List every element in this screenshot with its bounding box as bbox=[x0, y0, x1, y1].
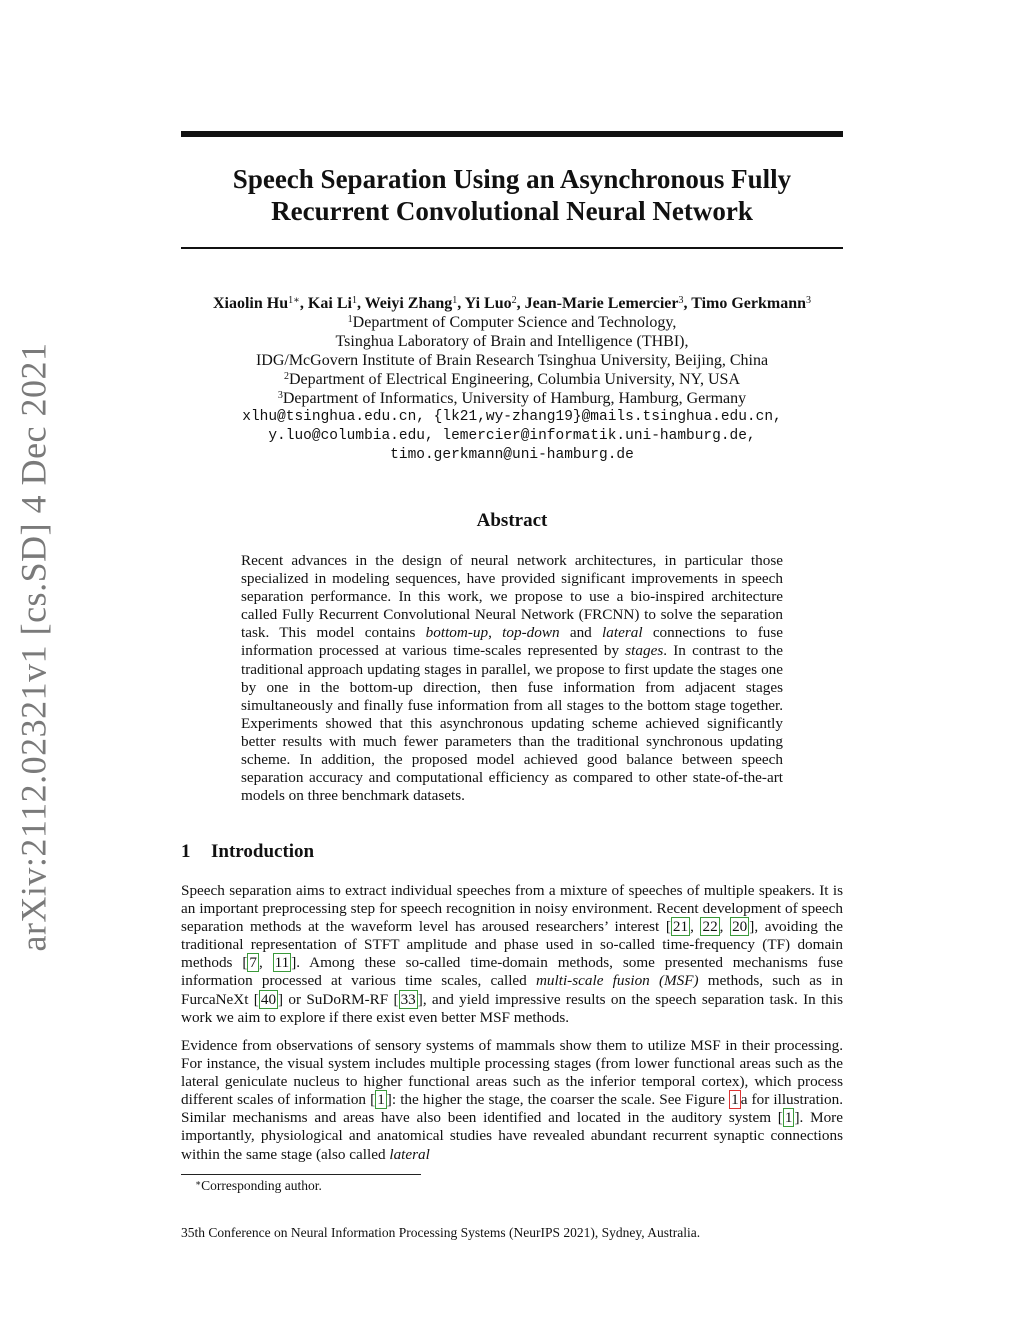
abstract-heading: Abstract bbox=[476, 510, 548, 531]
emphasis-text: stages bbox=[625, 642, 664, 660]
emphasis-text: lateral bbox=[602, 624, 643, 642]
footnote-rule bbox=[181, 1174, 421, 1175]
text-run: ], and yield impressive results on the speech separation task. In this work we aim to explore if there exist even better MSF methods. bbox=[181, 990, 843, 1026]
citation-link[interactable]: 21 bbox=[672, 918, 689, 936]
text-run: a for illustration. Similar mechanisms and areas have also been identified and located in the auditory system [ bbox=[181, 1091, 843, 1127]
emphasis-text: top-down bbox=[502, 624, 560, 642]
author-name: Jean-Marie Lemercier bbox=[524, 295, 679, 312]
text-run: Speech separation aims to extract individual speeches from a mixture of speeches of multiple speakers. It is an important preprocessing step for speech recognition in noisy environment. Recent development of speech separation methods at the waveform level has aroused researchers’ interest [ bbox=[181, 882, 843, 936]
title-top-rule bbox=[181, 131, 843, 137]
intro-paragraph-2 bbox=[181, 1037, 843, 1164]
author-affiliation-mark: 3 bbox=[806, 295, 812, 306]
email-line-3[interactable]: timo.gerkmann@uni-hamburg.de bbox=[390, 447, 634, 463]
section-number: 1 bbox=[181, 841, 191, 862]
emphasis-text: lateral bbox=[389, 1145, 430, 1163]
affiliation-1: $^1$Department of Computer Science and Technology, bbox=[347, 314, 677, 331]
abstract-text bbox=[241, 552, 783, 805]
author-affiliation-mark: 1 bbox=[452, 295, 458, 306]
arxiv-stamp: arXiv:2112.02321v1 [cs.SD] 4 Dec 2021 bbox=[14, 342, 55, 952]
author-name: Xiaolin Hu bbox=[212, 295, 289, 312]
text-run: ]. More importantly, physiological and anatomical studies have revealed abundant recurrent synaptic connections within the same stage (also called bbox=[181, 1109, 843, 1163]
citation-link[interactable]: 22 bbox=[702, 918, 718, 936]
author-affiliation-mark: 3 bbox=[678, 295, 684, 306]
email-line-1[interactable]: xlhu@tsinghua.edu.cn, {lk21,wy-zhang19}@mails.tsinghua.edu.cn, bbox=[242, 409, 782, 425]
text-run: ] or SuDoRM-RF [ bbox=[278, 990, 399, 1008]
author-block bbox=[140, 294, 884, 465]
conference-note: 35th Conference on Neural Information Processing Systems (NeurIPS 2021), Sydney, Australia. bbox=[181, 1225, 701, 1240]
footnote-text: Corresponding author. bbox=[201, 1178, 322, 1193]
affiliation-3: $^3$Department of Informatics, University of Hamburg, Hamburg, Germany bbox=[277, 390, 747, 407]
paper-title bbox=[181, 163, 843, 227]
section-heading-introduction bbox=[181, 841, 314, 863]
emphasis-text: bottom-up bbox=[425, 624, 489, 642]
text-run: , bbox=[488, 624, 503, 642]
citation-link[interactable]: 7 bbox=[249, 954, 257, 972]
text-run: . In contrast to the traditional approach updating stages in parallel, we propose to first update the stages one by one in the bottom-up direction, then fuse information from adjacent stages simultaneously and finally fuse information from all stages to the bottom stage together. Experiments showed that this asynchronous updating scheme achieved significantly better results with much fewer parameters than the traditional synchronous updating scheme. In addition, the proposed model achieved good balance between speech separation accuracy and computational efficiency as compared to other state-of-the-art models on three benchmark datasets. bbox=[241, 642, 783, 805]
author-affiliation-mark: 2 bbox=[511, 295, 517, 306]
text-run: and bbox=[559, 624, 603, 642]
text-run: , bbox=[258, 954, 273, 972]
citation-link[interactable]: 40 bbox=[260, 990, 277, 1008]
author-name: Kai Li bbox=[307, 295, 352, 312]
author-name: Timo Gerkmann bbox=[691, 295, 807, 312]
citation-link[interactable]: 11 bbox=[274, 954, 290, 972]
title-bottom-rule bbox=[181, 247, 843, 249]
citation-link[interactable]: 20 bbox=[732, 918, 748, 936]
author-name: Yi Luo bbox=[464, 295, 512, 312]
emphasis-text: multi-scale fusion (MSF) bbox=[535, 972, 699, 990]
author-affiliation-mark: 1 bbox=[351, 295, 357, 306]
text-run: methods, such as in FurcaNeXt [ bbox=[181, 972, 843, 1008]
intro-paragraph-1 bbox=[181, 882, 843, 1027]
text-run: , bbox=[719, 918, 731, 936]
text-run: Recent advances in the design of neural network architectures, in particular those specialized in modeling sequences, have provided significant improvements in speech separation performance. In this work, we propose to use a bio-inspired architecture called Fully Recurrent Convolutional Neural Network (FRCNN) to solve the separation task. This model contains bbox=[241, 552, 783, 642]
affiliation-1-line-3: IDG/McGovern Institute of Brain Research Tsinghua University, Beijing, China bbox=[255, 352, 769, 369]
citation-link[interactable]: 33 bbox=[400, 990, 416, 1008]
citation-link[interactable]: 1 bbox=[377, 1091, 385, 1109]
text-run: Evidence from observations of sensory systems of mammals show them to utilize MSF in their processing. For instance, the visual system includes multiple processing stages (from lower functional areas such as the lateral geniculate nucleus to higher functional areas such as the inferior temporal cortex), which process different scales of information [ bbox=[181, 1037, 843, 1109]
author-list: Xiaolin $Hu^{1∗}$, Kai Li$^1$, Weiyi Zhang$^1$, Yi Luo$^2$, Jean-Marie Lemercier$^3$, Timo Gerkmann$^3$ bbox=[212, 295, 812, 312]
text-run: , bbox=[690, 918, 701, 936]
text-run: connections to fuse information processed at various time-scales represented by bbox=[241, 624, 784, 660]
text-run: ]. Among these so-called time-domain methods, some presented mechanisms fuse information processed at various time scales, called bbox=[181, 954, 843, 990]
figure-reference-link[interactable]: 1 bbox=[731, 1091, 739, 1109]
section-title: Introduction bbox=[211, 841, 315, 862]
author-affiliation-mark: 1∗ bbox=[288, 295, 300, 306]
text-run: ]: the higher the stage, the coarser the scale. See Figure bbox=[386, 1091, 730, 1109]
title-line-2: Recurrent Convolutional Neural Network bbox=[271, 196, 753, 226]
title-line-1: Speech Separation Using an Asynchronous Fully bbox=[232, 164, 792, 194]
affiliation-2: $^2$Department of Electrical Engineering, Columbia University, NY, USA bbox=[283, 371, 740, 388]
affiliation-1-line-2: Tsinghua Laboratory of Brain and Intelligence (THBI), bbox=[335, 333, 689, 350]
citation-link[interactable]: 1 bbox=[784, 1109, 793, 1127]
footnote bbox=[195, 1178, 322, 1194]
author-name: Weiyi Zhang bbox=[364, 295, 453, 312]
footnote-mark: ∗ bbox=[195, 1178, 202, 1188]
text-run: ], avoiding the traditional representation of STFT amplitude and phase used in so-called time-frequency (TF) domain methods [ bbox=[181, 918, 844, 972]
email-line-2[interactable]: y.luo@columbia.edu, lemercier@informatik.uni-hamburg.de, bbox=[268, 428, 756, 444]
